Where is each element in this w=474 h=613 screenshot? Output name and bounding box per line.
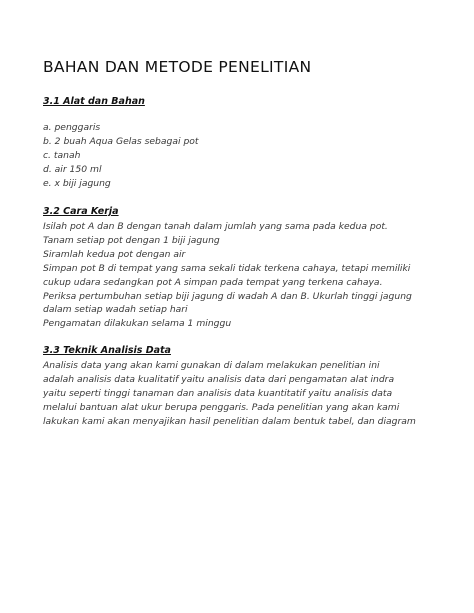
section-heading-cara-kerja: 3.2 Cara Kerja [43,206,119,217]
list-item: e. x biji jagung [43,178,111,189]
section-heading-alat-dan-bahan: 3.1 Alat dan Bahan [43,96,145,107]
step-line: Tanam setiap pot dengan 1 biji jagung [43,235,220,246]
list-item: d. air 150 ml [43,164,102,175]
list-item: c. tanah [43,150,81,161]
paragraph-line: lakukan kami akan menyajikan hasil penelitian dalam bentuk tabel, dan diagram [43,416,416,427]
step-line: Siramlah kedua pot dengan air [43,249,186,260]
step-line: Periksa pertumbuhan setiap biji jagung di wadah A dan B. Ukurlah tinggi jagung [43,291,412,302]
step-line: Pengamatan dilakukan selama 1 minggu [43,318,232,329]
section-heading-teknik-analisis-data: 3.3 Teknik Analisis Data [43,345,171,356]
step-line: Isilah pot A dan B dengan tanah dalam jumlah yang sama pada kedua pot. [43,221,388,232]
paragraph-line: melalui bantuan alat ukur berupa penggaris. Pada penelitian yang akan kami [43,402,400,413]
paragraph-line: yaitu seperti tinggi tanaman dan analisis data kuantitatif yaitu analisis data [43,388,393,399]
step-line: Simpan pot B di tempat yang sama sekali tidak terkena cahaya, tetapi memiliki [43,263,411,274]
paragraph-line: adalah analisis data kualitatif yaitu analisis data dari pengamatan alat indra [43,374,395,385]
step-line: dalam setiap wadah setiap hari [43,304,188,315]
step-line: cukup udara sedangkan pot A simpan pada tempat yang terkena cahaya. [43,277,383,288]
document-title: BAHAN DAN METODE PENELITIAN [43,58,312,76]
paragraph-line: Analisis data yang akan kami gunakan di dalam melakukan penelitian ini [43,360,380,371]
list-item: a. penggaris [43,122,101,133]
list-item: b. 2 buah Aqua Gelas sebagai pot [43,136,199,147]
